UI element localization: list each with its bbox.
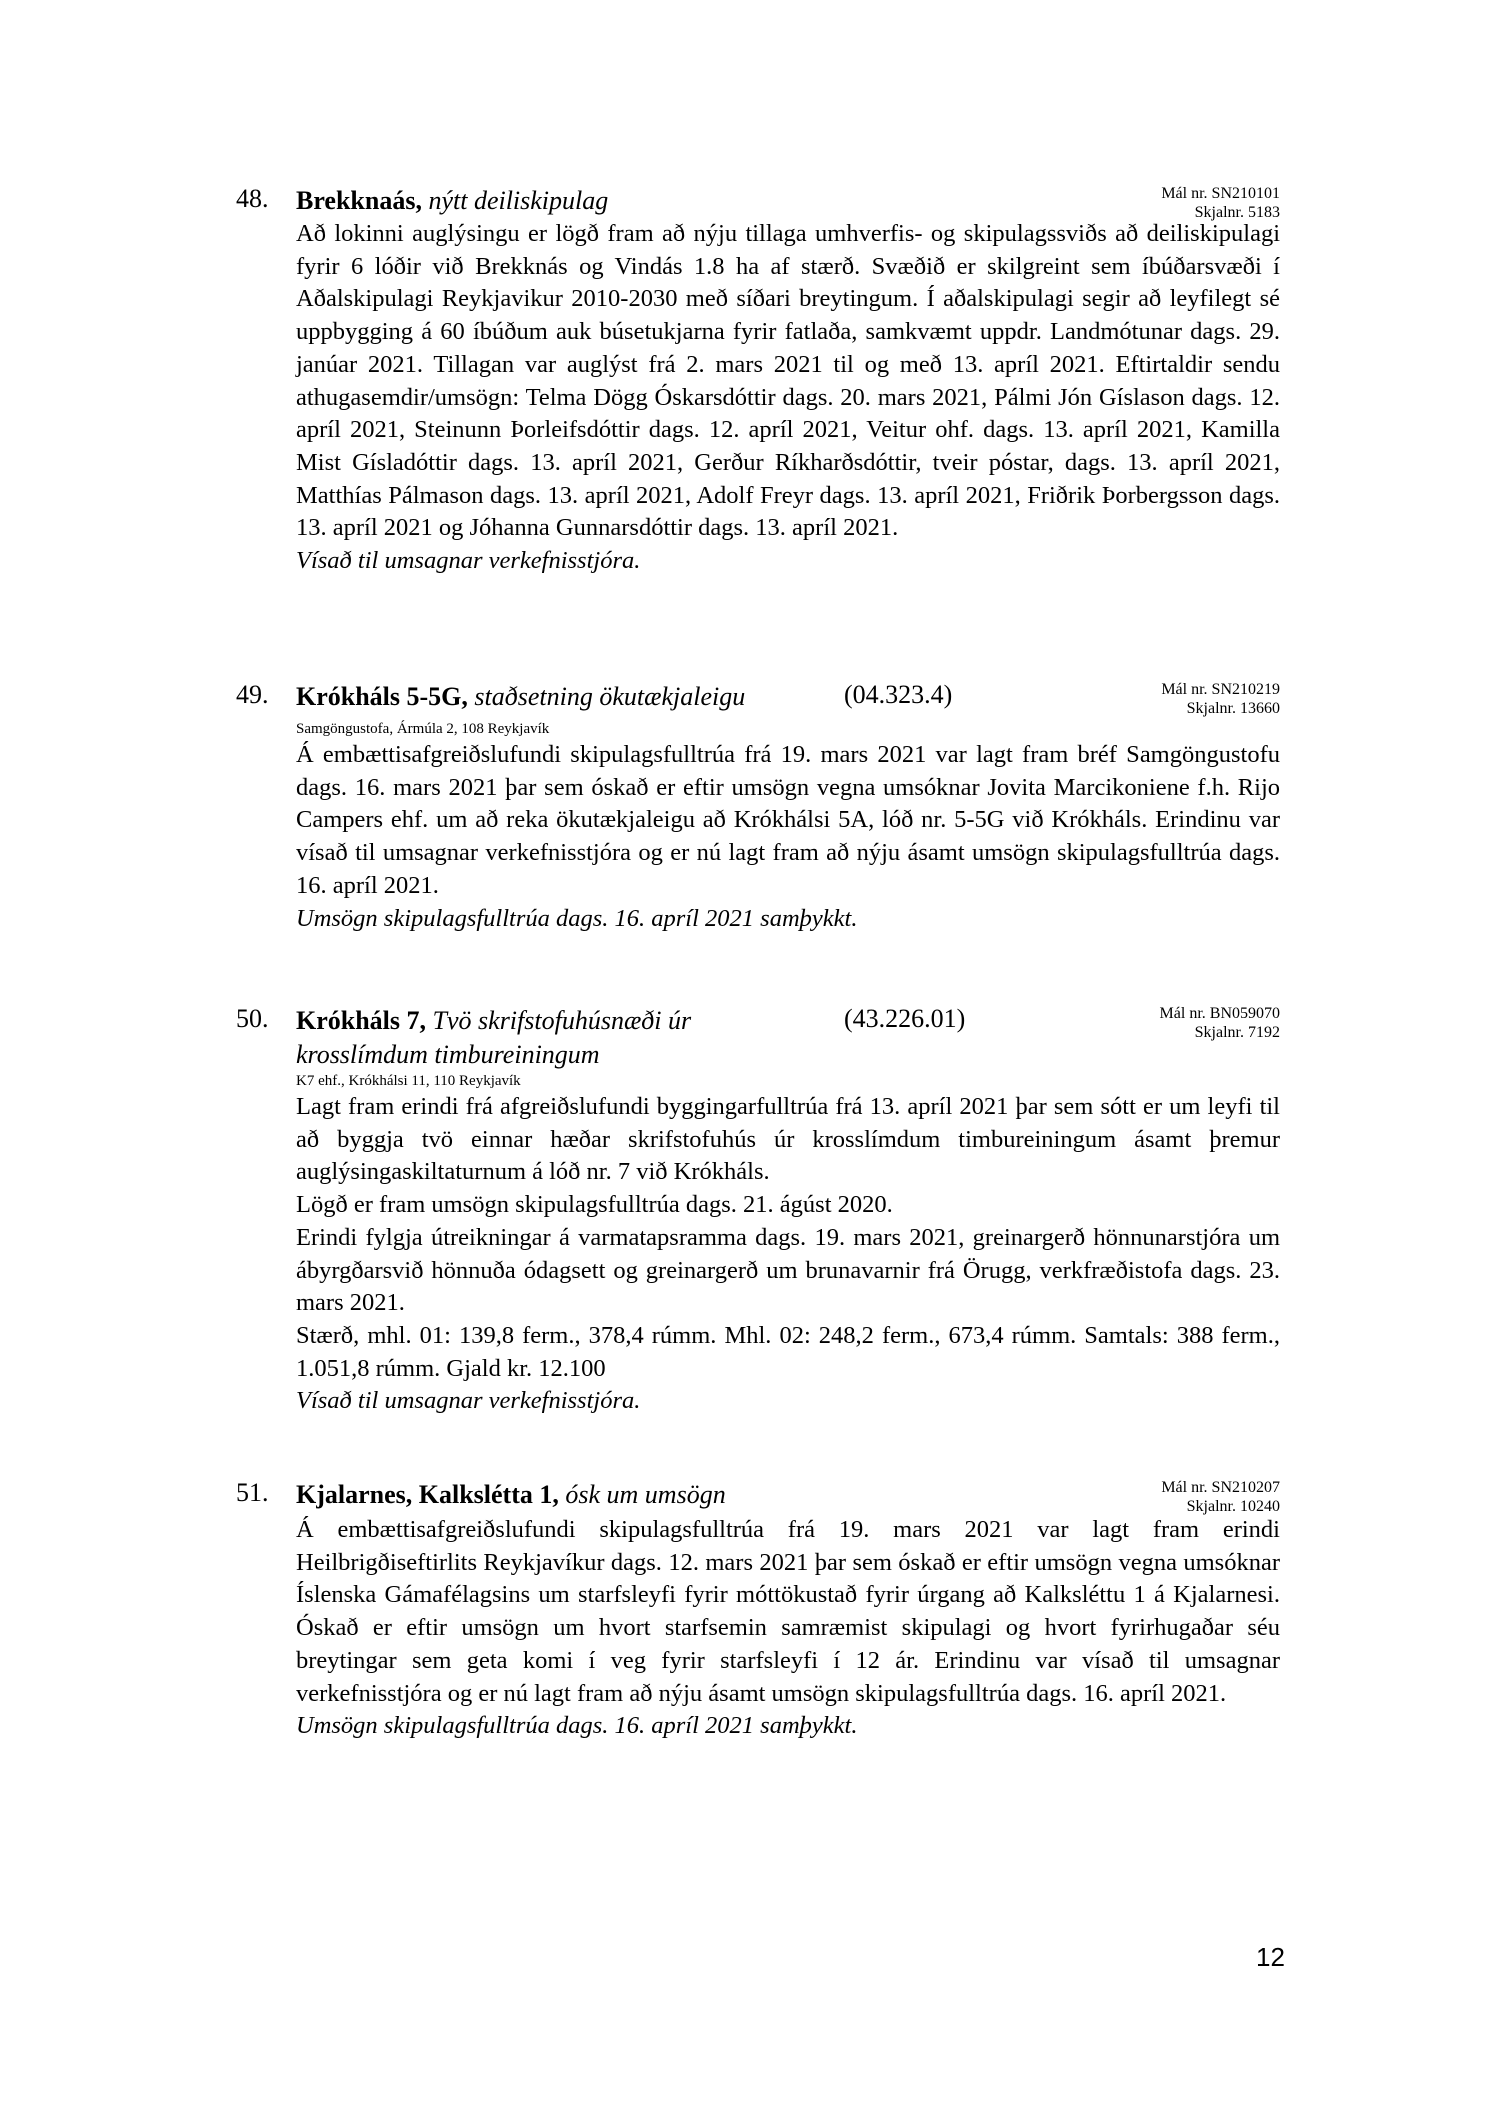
agenda-item-49 bbox=[236, 680, 1280, 935]
item-references bbox=[1161, 184, 1280, 222]
item-body bbox=[296, 1091, 1280, 1418]
item-conclusion: Vísað til umsagnar verkefnisstjóra. bbox=[296, 1387, 641, 1415]
item-title bbox=[296, 184, 608, 218]
item-header bbox=[236, 1004, 1280, 1072]
item-header bbox=[236, 1478, 1280, 1520]
applicant: Samgöngustofa, Ármúla 2, 108 Reykjavík bbox=[296, 721, 550, 737]
item-body bbox=[296, 1514, 1280, 1743]
item-title-address: Kjalarnes, Kalkslétta 1, bbox=[296, 1480, 559, 1509]
item-title-address: Krókháls 5-5G, bbox=[296, 682, 468, 711]
item-title-subject: Tvö skrifstofuhúsnæði úr bbox=[432, 1006, 692, 1035]
item-title-subject-cont: krosslímdum timbureiningum bbox=[296, 1040, 600, 1069]
agenda-item-51 bbox=[236, 1478, 1280, 1743]
page-number: 12 bbox=[1256, 1942, 1285, 1972]
agenda-item-50 bbox=[236, 1004, 1280, 1418]
item-paragraph: Lögð er fram umsögn skipulagsfulltrúa dags. 21. ágúst 2020. bbox=[296, 1191, 893, 1219]
item-references bbox=[1161, 1478, 1280, 1516]
case-number: Mál nr. SN210207 bbox=[1161, 1479, 1280, 1496]
item-paragraph: Að lokinni auglýsingu er lögð fram að nýju tillaga umhverfis- og skipulagssviðs að deiliskipulagi fyrir 6 lóðir við Brekknás og Vindás 1.8 ha af stærð. Svæðið er skilgreint sem íbúðarsvæði í Aðalskipulagi Reykjavikur 2010-2030 með síðari breytingum. Í aðalskipulagi segir að leyfilegt sé uppbygging á 60 íbúðum auk búsetukjarna fyrir fatlaða, samkvæmt uppdr. Landmótunar dags. 29. janúar 2021. Tillagan var auglýst frá 2. mars 2021 til og með 13. apríl 2021. Eftirtaldir sendu athugasemdir/umsögn: Telma Dögg Óskarsdóttir dags. 20. mars 2021, Pálmi Jón Gíslason dags. 12. apríl 2021, Steinunn Þorleifsdóttir dags. 12. apríl 2021, Veitur ohf. dags. 13. apríl 2021, Kamilla Mist Gísladóttir dags. 13. apríl 2021, Gerður Ríkharðsdóttir, tveir póstar, dags. 13. apríl 2021, Matthías Pálmason dags. 13. apríl 2021, Adolf Freyr dags. 13. apríl 2021, Friðrik Þorbergsson dags. 13. apríl 2021 og Jóhanna Gunnarsdóttir dags. 13. apríl 2021. bbox=[296, 220, 1280, 542]
item-number: 49. bbox=[236, 680, 269, 709]
item-paragraph: Á embættisafgreiðslufundi skipulagsfulltrúa frá 19. mars 2021 var lagt fram erindi Heilbrigðiseftirlits Reykjavíkur dags. 12. mars 2021 þar sem óskað er eftir umsögn vegna umsóknar Íslenska Gámafélagsins um starfsleyfi fyrir móttökustað fyrir úrgang að Kalksléttu 1 á Kjalarnesi. Óskað er eftir umsögn um hvort starfsemin samræmist skipulagi og hvort fyrirhugaðar séu breytingar sem geta komi í veg fyrir starfsleyfi í 12 ár. Erindinu var vísað til umsagnar verkefnisstjóra og er nú lagt fram að nýju ásamt umsögn skipulagsfulltrúa dags. 16. apríl 2021. bbox=[296, 1516, 1280, 1707]
item-title-subject: ósk um umsögn bbox=[565, 1480, 726, 1509]
document-number: Skjalnr. 13660 bbox=[1186, 700, 1280, 717]
item-title bbox=[296, 1478, 726, 1512]
case-number: Mál nr. BN059070 bbox=[1159, 1005, 1280, 1022]
item-title-address: Krókháls 7, bbox=[296, 1006, 427, 1035]
item-body bbox=[296, 218, 1280, 578]
item-number: 51. bbox=[236, 1478, 269, 1507]
document-number: Skjalnr. 5183 bbox=[1194, 204, 1280, 221]
document-number: Skjalnr. 10240 bbox=[1186, 1498, 1280, 1515]
item-conclusion: Umsögn skipulagsfulltrúa dags. 16. apríl 2021 samþykkt. bbox=[296, 1712, 858, 1740]
item-references bbox=[1160, 1004, 1280, 1042]
item-title-subject: staðsetning ökutækjaleigu bbox=[474, 682, 746, 711]
item-body bbox=[296, 739, 1280, 935]
item-paragraph: Stærð, mhl. 01: 139,8 ferm., 378,4 rúmm. Mhl. 02: 248,2 ferm., 673,4 rúmm. Samtals: 388 ferm., 1.051,8 rúmm. Gjald kr. 12.100 bbox=[296, 1321, 1280, 1382]
item-title bbox=[296, 680, 745, 714]
agenda-item-48 bbox=[236, 184, 1280, 578]
item-conclusion: Umsögn skipulagsfulltrúa dags. 16. apríl 2021 samþykkt. bbox=[296, 904, 858, 932]
item-title-address: Brekknaás, bbox=[296, 186, 422, 215]
item-number: 48. bbox=[236, 184, 269, 213]
document-number: Skjalnr. 7192 bbox=[1194, 1024, 1280, 1041]
item-conclusion: Vísað til umsagnar verkefnisstjóra. bbox=[296, 547, 641, 575]
item-title bbox=[296, 1004, 691, 1072]
item-header bbox=[236, 184, 1280, 226]
item-paragraph: Lagt fram erindi frá afgreiðslufundi byggingarfulltrúa frá 13. apríl 2021 þar sem sótt er um leyfi til að byggja tvö einnar hæðar skrifstofuhús úr krosslímdum timbureiningum ásamt þremur auglýsingaskiltaturnum á lóð nr. 7 við Krókháls. bbox=[296, 1093, 1280, 1186]
item-header bbox=[236, 680, 1280, 722]
land-number: (43.226.01) bbox=[844, 1004, 966, 1033]
case-number: Mál nr. SN210101 bbox=[1161, 185, 1280, 202]
case-number: Mál nr. SN210219 bbox=[1161, 681, 1280, 698]
item-paragraph: Erindi fylgja útreikningar á varmatapsramma dags. 19. mars 2021, greinargerð hönnunarstjóra um ábyrgðarsvið hönnuða ódagsett og greinargerð um brunavarnir frá Örugg, verkfræðistofa dags. 23. mars 2021. bbox=[296, 1223, 1280, 1317]
item-paragraph: Á embættisafgreiðslufundi skipulagsfulltrúa frá 19. mars 2021 var lagt fram bréf Samgöngustofu dags. 16. mars 2021 þar sem óskað er eftir umsögn vegna umsóknar Jovita Marcikoniene f.h. Rijo Campers ehf. um að reka ökutækjaleigu að Krókhálsi 5A, lóð nr. 5-5G við Krókháls. Erindinu var vísað til umsagnar verkefnisstjóra og er nú lagt fram að nýju ásamt umsögn skipulagsfulltrúa dags. 16. apríl 2021. bbox=[296, 741, 1280, 899]
land-number: (04.323.4) bbox=[844, 680, 953, 709]
applicant: K7 ehf., Krókhálsi 11, 110 Reykjavík bbox=[296, 1073, 521, 1089]
item-title-subject: nýtt deiliskipulag bbox=[428, 186, 609, 215]
item-references bbox=[1161, 680, 1280, 718]
item-number: 50. bbox=[236, 1004, 269, 1033]
